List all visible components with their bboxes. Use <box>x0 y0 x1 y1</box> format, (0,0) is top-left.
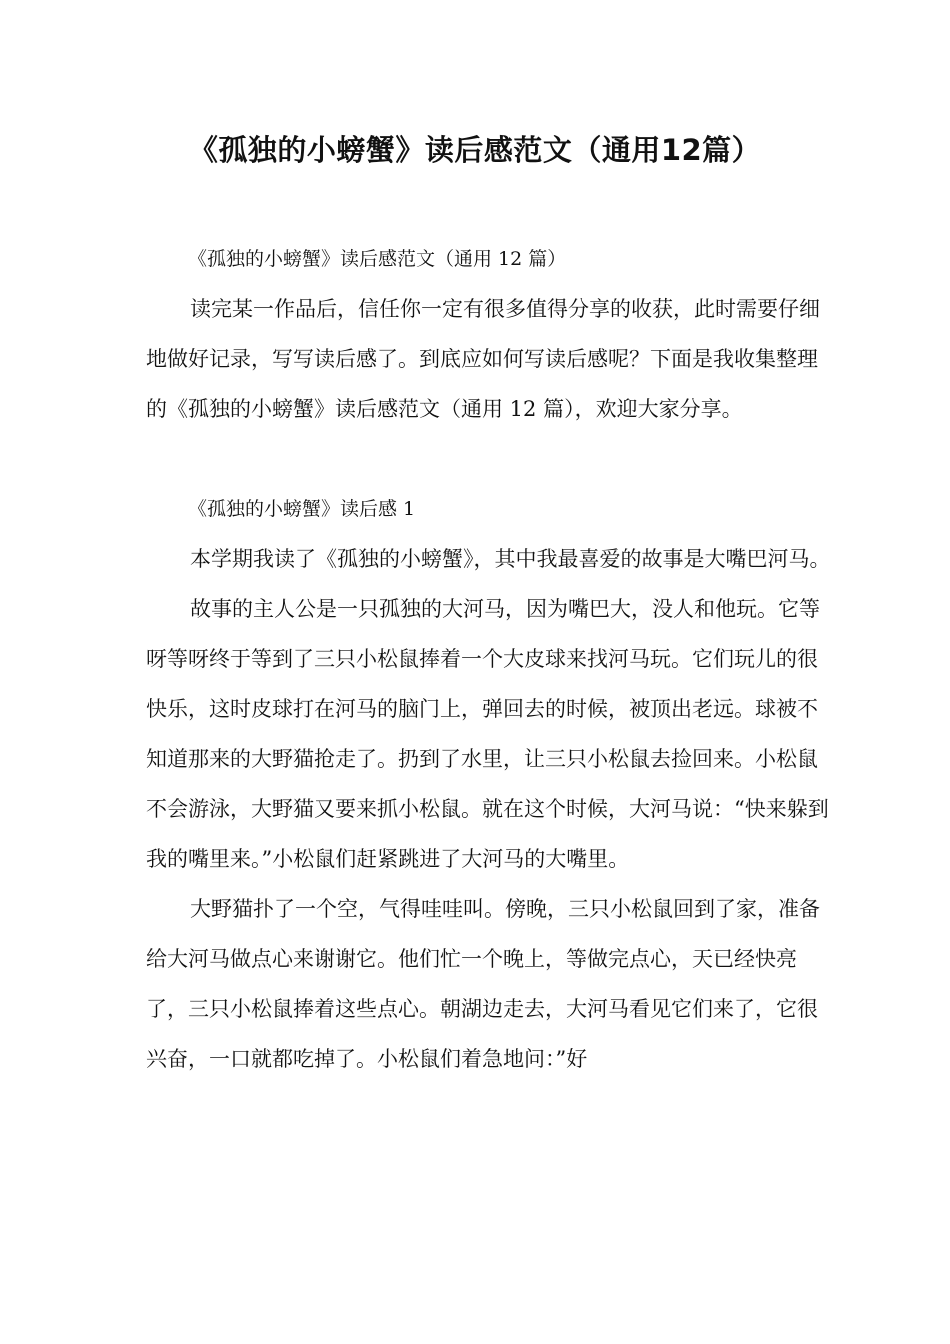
intro-paragraph: 读完某一作品后，信任你一定有很多值得分享的收获，此时需要仔细地做好记录，写写读后感了。到底应如何写读后感呢？下面是我收集整理的《孤独的小螃蟹》读后感范文（通用 12 篇），欢迎大家分享。 <box>146 297 820 421</box>
section-heading: 《孤独的小螃蟹》读后感 1 <box>188 498 416 520</box>
body-paragraph: 本学期我读了《孤独的小螃蟹》，其中我最喜爱的故事是大嘴巴河马。 <box>190 547 831 571</box>
section-spacer <box>146 434 836 484</box>
body-paragraph: 故事的主人公是一只孤独的大河马，因为嘴巴大，没人和他玩。它等呀等呀终于等到了三只小松鼠捧着一个大皮球来找河马玩。它们玩儿的很快乐，这时皮球打在河马的脑门上，弹回去的时候，被顶出老远。球被不知道那来的大野猫抢走了。扔到了水里，让三只小松鼠去捡回来。小松鼠不会游泳，大野猫又要来抓小松鼠。就在这个时候，大河马说：“快来躲到我的嘴里来。”小松鼠们赶紧跳进了大河马的大嘴里。 <box>146 597 829 871</box>
document-subtitle: 《孤独的小螃蟹》读后感范文（通用 12 篇） <box>188 248 567 270</box>
document-body <box>146 234 836 1084</box>
document-title: 《孤独的小螃蟹》读后感范文（通用12篇） <box>188 133 762 167</box>
body-paragraph: 大野猫扑了一个空，气得哇哇叫。傍晚，三只小松鼠回到了家，准备给大河马做点心来谢谢它。他们忙一个晚上，等做完点心，天已经快亮了，三只小松鼠捧着这些点心。朝湖边走去，大河马看见它们来了，它很兴奋，一口就都吃掉了。小松鼠们着急地问：”好 <box>146 897 820 1071</box>
